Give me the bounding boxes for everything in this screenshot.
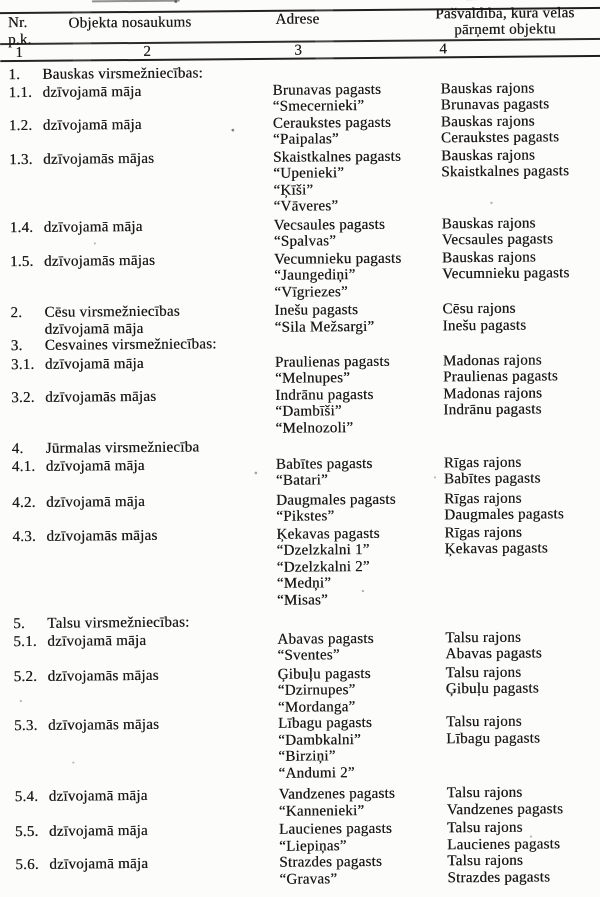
table-row bbox=[6, 713, 600, 784]
column-number-4: 4 bbox=[439, 41, 448, 58]
text-line: “Dzelzkalni 2” bbox=[276, 558, 370, 576]
text-line: dzīvojamā māja bbox=[45, 457, 145, 475]
cell-address bbox=[276, 437, 444, 438]
text-line: dzīvojamā māja bbox=[47, 632, 147, 650]
text-line: Cēsu rajons bbox=[442, 300, 516, 318]
text-line: Babītes pagasts bbox=[275, 455, 373, 473]
cell-municipality bbox=[440, 62, 600, 63]
text-line: Talsu rajons bbox=[447, 852, 524, 870]
text-line: Inešu pagasts bbox=[442, 317, 527, 334]
cell-object-name bbox=[46, 439, 276, 458]
cell-number: 4.2. bbox=[12, 494, 36, 511]
cell-number: 5.6. bbox=[15, 856, 39, 874]
column-header-nr bbox=[8, 15, 32, 48]
table-row bbox=[4, 453, 600, 491]
table-body bbox=[0, 62, 600, 890]
column-number-1: 1 bbox=[15, 44, 24, 62]
text-line: “Sila Mežsargi” bbox=[274, 318, 375, 336]
table-row bbox=[5, 628, 600, 666]
cell-address bbox=[274, 301, 442, 335]
cell-number: 3. bbox=[10, 337, 23, 355]
cell-address bbox=[278, 665, 446, 716]
table-row bbox=[0, 79, 600, 117]
text-line: Lībagu pagasts bbox=[277, 714, 373, 732]
text-line: Madonas rajons bbox=[443, 384, 543, 402]
cell-address bbox=[279, 853, 447, 887]
cell-municipality bbox=[445, 611, 600, 612]
cell-object-name bbox=[43, 149, 273, 168]
cell-number: 3.1. bbox=[10, 356, 35, 373]
text-line: dzīvojamā māja bbox=[49, 855, 149, 873]
cell-object-name bbox=[44, 303, 274, 338]
text-line: Bauskas rajons bbox=[441, 215, 536, 232]
text-line: Praulienas pagasts bbox=[274, 353, 390, 371]
text-line: Talsu rajons bbox=[446, 819, 523, 837]
column-header-object: Objekta nosaukums bbox=[68, 14, 192, 32]
scan-artifact-dash bbox=[92, 0, 180, 2]
cell-address bbox=[272, 63, 440, 64]
table-row bbox=[3, 384, 600, 439]
text-line: dzīvojamā māja bbox=[44, 355, 144, 373]
cell-object-name bbox=[46, 492, 276, 511]
table-row bbox=[4, 523, 600, 611]
cell-address bbox=[272, 81, 440, 115]
text-line: Talsu virsmežniecības: bbox=[47, 614, 190, 632]
cell-number: 1.2. bbox=[8, 117, 33, 134]
text-line: dzīvojamās mājas bbox=[43, 150, 155, 168]
text-line: Cēsu virsmežniecības bbox=[44, 303, 180, 321]
cell-address bbox=[275, 386, 443, 437]
cell-object-name bbox=[45, 336, 275, 355]
column-header-nr-line2: p.k. bbox=[8, 31, 32, 48]
cell-address bbox=[278, 714, 447, 781]
cell-municipality bbox=[446, 713, 600, 747]
text-line: dzīvojamā māja bbox=[46, 493, 146, 511]
cell-number: 4.1. bbox=[11, 458, 36, 475]
cell-address bbox=[274, 216, 442, 250]
text-line: Praulienas pagasts bbox=[442, 368, 559, 386]
cell-municipality bbox=[443, 384, 600, 418]
cell-municipality bbox=[446, 663, 600, 697]
cell-municipality bbox=[444, 436, 600, 437]
scan-specks bbox=[0, 0, 2, 2]
text-line: Rīgas rajons bbox=[444, 490, 522, 507]
cell-object-name bbox=[46, 526, 276, 545]
text-line: “Misas” bbox=[276, 591, 328, 609]
text-line: dzīvojamās mājas bbox=[45, 388, 157, 406]
text-line: dzīvojamās mājas bbox=[48, 716, 160, 734]
text-line: Indrānu pagasts bbox=[443, 401, 542, 419]
cell-object-name bbox=[45, 354, 275, 373]
text-line: Rīgas rajons bbox=[444, 524, 523, 541]
cell-number: 5.3. bbox=[14, 717, 38, 735]
text-line: Ķekavas pagasts bbox=[444, 540, 548, 558]
cell-address bbox=[277, 612, 445, 613]
text-line: Talsu rajons bbox=[445, 713, 522, 731]
table-row bbox=[4, 489, 600, 527]
cell-number: 5.5. bbox=[14, 823, 39, 841]
cell-number: 5.4. bbox=[14, 788, 39, 806]
text-line: “Paipalas” bbox=[272, 131, 339, 148]
text-line: Bauskas rajons bbox=[440, 80, 535, 97]
text-line: Vecsaules pagasts bbox=[273, 216, 386, 234]
cell-object-name bbox=[42, 82, 272, 101]
text-line: Ģibuļu pagasts bbox=[445, 680, 539, 698]
cell-address bbox=[277, 630, 445, 664]
cell-number: 1.1. bbox=[8, 84, 33, 101]
text-line: Vecsaules pagasts bbox=[441, 231, 554, 249]
cell-number: 4.3. bbox=[12, 528, 36, 545]
cell-object-name bbox=[44, 217, 274, 236]
cell-number: 5.1. bbox=[13, 633, 37, 650]
cell-object-name bbox=[49, 822, 279, 841]
column-number-3: 3 bbox=[294, 42, 303, 59]
cell-municipality bbox=[444, 523, 600, 557]
text-line: “Dzirnupes” bbox=[277, 682, 356, 699]
column-header-municipality-line2: pārņemt objektu bbox=[454, 20, 556, 38]
text-line: dzīvojamās mājas bbox=[47, 667, 159, 685]
text-line: Bauskas rajons bbox=[441, 147, 536, 164]
text-line: Laucienes pagasts bbox=[278, 820, 393, 838]
cell-municipality bbox=[445, 628, 600, 662]
cell-municipality bbox=[447, 819, 600, 853]
text-line: “Dambkalni” bbox=[278, 731, 361, 749]
text-line: “Kannenieki” bbox=[278, 802, 365, 820]
text-line: “Jaungediņi” bbox=[274, 267, 356, 284]
text-line: Ģibuļu pagasts bbox=[277, 665, 371, 683]
text-line: Vandzenes pagasts bbox=[446, 800, 564, 818]
cell-number: 1.3. bbox=[9, 151, 33, 168]
text-line: Skaistkalnes pagasts bbox=[273, 148, 402, 166]
text-line: “Melnupes” bbox=[274, 370, 351, 387]
text-line: Talsu rajons bbox=[446, 784, 523, 802]
text-line: “Batari” bbox=[275, 472, 328, 489]
table-row bbox=[2, 300, 600, 338]
text-line: “Gravas” bbox=[279, 870, 338, 888]
text-line: dzīvojamā māja bbox=[48, 822, 148, 840]
cell-address bbox=[276, 525, 445, 609]
text-line: “Spalvas” bbox=[273, 233, 337, 250]
cell-object-name bbox=[42, 65, 272, 84]
text-line: Skaistkalnes pagasts bbox=[441, 163, 570, 181]
cell-object-name bbox=[49, 855, 279, 874]
text-line: “Smecernieki” bbox=[272, 97, 365, 115]
text-line: Cesvaines virsmežniecības: bbox=[44, 336, 217, 354]
cell-municipality bbox=[447, 852, 600, 886]
column-header-municipality-line1: Pašvaldība, kura vēlas bbox=[435, 5, 575, 23]
column-header-address: Adrese bbox=[275, 11, 320, 28]
text-line: “Vīgriezes” bbox=[274, 283, 348, 301]
text-line: “Mordanga” bbox=[277, 698, 356, 716]
text-line: Strazdes pagasts bbox=[447, 868, 551, 886]
column-number-2: 2 bbox=[143, 43, 152, 60]
cell-address bbox=[276, 491, 444, 525]
cell-address bbox=[276, 455, 444, 489]
cell-number: 3.2. bbox=[11, 389, 35, 406]
text-line: “Upenieki” bbox=[273, 165, 345, 182]
cell-address bbox=[273, 114, 441, 148]
table-row bbox=[6, 663, 600, 718]
text-line: dzīvojamā māja bbox=[44, 320, 144, 338]
table-row bbox=[2, 214, 600, 252]
text-line: Abavas pagasts bbox=[277, 630, 374, 648]
cell-number: 1.5. bbox=[9, 253, 34, 270]
text-line: Indrānu pagasts bbox=[275, 386, 374, 404]
column-header-municipality bbox=[412, 6, 598, 39]
table-row bbox=[7, 819, 600, 857]
cell-address bbox=[274, 250, 442, 301]
text-line: Rīgas rajons bbox=[443, 454, 522, 471]
cell-municipality bbox=[442, 214, 600, 248]
text-line: “Medņi” bbox=[276, 575, 332, 592]
cell-municipality bbox=[441, 146, 600, 180]
cell-address bbox=[279, 785, 447, 819]
table-row bbox=[2, 248, 600, 303]
text-line: Talsu rajons bbox=[445, 664, 522, 681]
cell-object-name bbox=[46, 456, 276, 475]
cell-municipality bbox=[441, 112, 600, 146]
text-line: dzīvojamā māja bbox=[43, 218, 143, 236]
cell-address bbox=[273, 148, 442, 215]
text-line: Vecumnieku pagasts bbox=[442, 265, 570, 283]
text-line: “Ķīši” bbox=[273, 181, 314, 199]
text-line: Bauskas rajons bbox=[440, 113, 535, 130]
cell-object-name bbox=[47, 614, 277, 633]
text-line: “Andumi 2” bbox=[278, 764, 355, 782]
text-line: “Sventes” bbox=[277, 647, 340, 664]
text-line: Bauskas rajons bbox=[441, 249, 536, 266]
cell-number: 1.4. bbox=[9, 219, 34, 236]
text-line: “Melnozoli” bbox=[275, 419, 354, 437]
column-header-nr-line1: Nr. bbox=[7, 14, 28, 32]
cell-number: 1. bbox=[8, 67, 21, 84]
table-row bbox=[1, 112, 600, 150]
text-line: Babītes pagasts bbox=[443, 470, 541, 488]
text-line: Jūrmalas virsmežniecība bbox=[45, 439, 200, 457]
cell-number: 2. bbox=[10, 304, 23, 322]
table-row bbox=[1, 146, 600, 217]
cell-municipality bbox=[444, 489, 600, 523]
text-line: Daugmales pagasts bbox=[444, 506, 564, 524]
table-row bbox=[7, 784, 600, 822]
cell-municipality bbox=[447, 784, 600, 818]
text-line: Brunavas pagasts bbox=[440, 96, 550, 114]
text-line: Vecumnieku pagasts bbox=[273, 250, 402, 268]
text-line: Talsu rajons bbox=[445, 629, 522, 646]
text-line: dzīvojamā māja bbox=[48, 787, 148, 805]
cell-object-name bbox=[43, 115, 273, 134]
text-line: Ķekavas pagasts bbox=[276, 525, 380, 543]
cell-number: 5. bbox=[13, 615, 26, 633]
cell-municipality bbox=[444, 453, 600, 487]
cell-address bbox=[279, 820, 447, 854]
cell-municipality bbox=[440, 79, 600, 113]
cell-number: 4. bbox=[11, 440, 24, 458]
cell-municipality bbox=[442, 248, 600, 282]
text-line: Bauskas virsmežniecības: bbox=[42, 65, 204, 83]
cell-municipality bbox=[442, 300, 600, 334]
text-line: Daugmales pagasts bbox=[276, 491, 396, 509]
text-line: dzīvojamā māja bbox=[42, 83, 142, 101]
text-line: dzīvojamās mājas bbox=[46, 527, 158, 545]
text-line: “Dzelzkalni 1” bbox=[276, 541, 370, 559]
text-line: Brunavas pagasts bbox=[272, 81, 382, 99]
cell-object-name bbox=[48, 716, 278, 735]
text-line: Abavas pagasts bbox=[445, 645, 542, 663]
table-row bbox=[7, 852, 600, 890]
cell-object-name bbox=[45, 387, 275, 406]
text-line: Laucienes pagasts bbox=[447, 835, 561, 853]
text-line: Ceraukstes pagasts bbox=[440, 129, 560, 147]
text-line: Ceraukstes pagasts bbox=[272, 114, 392, 132]
text-line: “Dambīši” bbox=[275, 403, 342, 420]
cell-municipality bbox=[443, 351, 600, 385]
text-line: “Vāveres” bbox=[273, 198, 339, 215]
text-line: Inešu pagasts bbox=[274, 302, 359, 319]
text-line: dzīvojamās mājas bbox=[43, 252, 156, 270]
table-row bbox=[3, 351, 600, 389]
text-line: “Birziņi” bbox=[278, 748, 336, 765]
cell-number: 5.2. bbox=[13, 668, 38, 685]
text-line: Vandzenes pagasts bbox=[278, 785, 396, 803]
text-line: Strazdes pagasts bbox=[279, 853, 383, 871]
text-line: Madonas rajons bbox=[442, 351, 542, 369]
cell-object-name bbox=[47, 631, 277, 650]
text-line: “Pikstes” bbox=[276, 508, 335, 525]
text-line: dzīvojamā māja bbox=[42, 116, 142, 134]
cell-object-name bbox=[44, 251, 274, 270]
text-line: Lībagu pagasts bbox=[446, 729, 541, 747]
text-line: “Liepiņas” bbox=[279, 837, 347, 855]
cell-object-name bbox=[49, 787, 279, 806]
cell-address bbox=[275, 353, 443, 387]
cell-object-name bbox=[48, 666, 278, 685]
